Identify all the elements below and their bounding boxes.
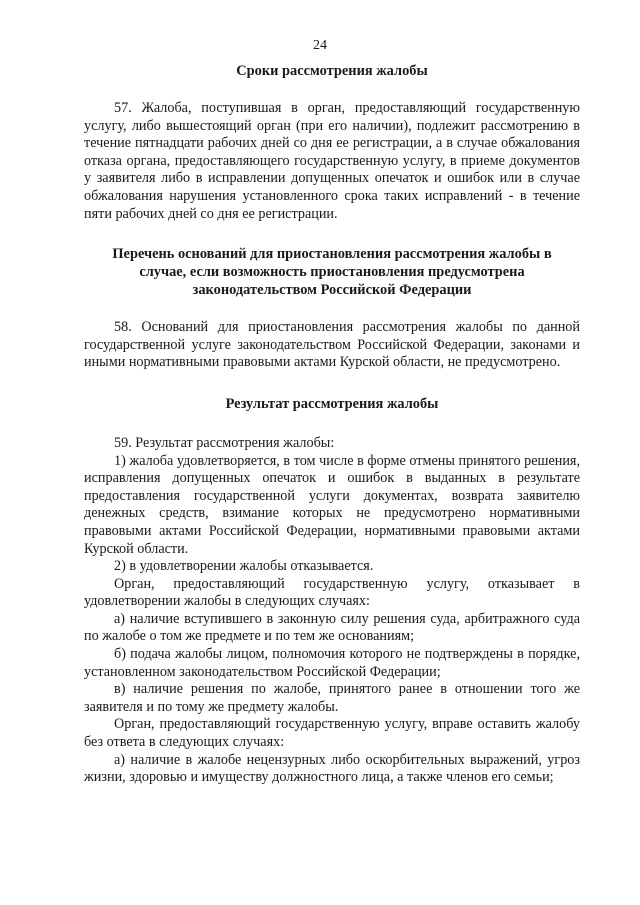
heading-suspension-line-1: Перечень оснований для приостановления рассмотрения жалобы в xyxy=(112,246,552,263)
paragraph-58: 58. Оснований для приостановления рассмотрения жалобы по данной государственной услуге законодательством Российской Федерации, законами и иными нормативными правовыми актами Курской области, не предусмотрено. xyxy=(84,319,580,371)
heading-suspension-line-3: законодательством Российской Федерации xyxy=(192,282,472,299)
paragraph-59: 59. Результат рассмотрения жалобы: xyxy=(114,434,335,451)
refusal-case-c: в) наличие решения по жалобе, принятого ранее в отношении того же заявителя и по тому же предмету жалобы. xyxy=(84,681,580,715)
result-item-1: 1) жалоба удовлетворяется, в том числе в форме отмены принятого решения, исправления допущенных опечаток и ошибок в выданных в результате предоставления государственной услуги документах, возврата заявителю денежных средств, взимание которых не предусмотрено нормативными правовыми актами Российской Федерации, нормативными правовыми актами Курской области. xyxy=(84,452,580,557)
refusal-intro: Орган, предоставляющий государственную услугу, отказывает в удовлетворении жалобы в следующих случаях: xyxy=(84,575,580,610)
refusal-case-b: б) подача жалобы лицом, полномочия которого не подтверждены в порядке, установленном законодательством Российской Федерации; xyxy=(84,646,580,680)
no-reply-intro: Орган, предоставляющий государственную услугу, вправе оставить жалобу без ответа в следующих случаях: xyxy=(84,716,580,751)
heading-suspension-grounds xyxy=(84,245,580,299)
heading-review-result: Результат рассмотрения жалобы xyxy=(225,395,439,412)
document-body xyxy=(84,62,580,787)
no-reply-case-a: а) наличие в жалобе нецензурных либо оскорбительных выражений, угроз жизни, здоровью и имуществу должностного лица, а также членов его семьи; xyxy=(84,751,580,786)
paragraph-57: 57. Жалоба, поступившая в орган, предоставляющий государственную услугу, либо вышестоящий орган (при его наличии), подлежит рассмотрению в течение пятнадцати рабочих дней со дня ее регистрации, а в случае обжалования отказа органа, предоставляющего государственную услугу, в приеме документов у заявителя либо в исправлении допущенных опечаток и ошибок или в случае обжалования нарушения установленного срока таких исправлений - в течение пяти рабочих дней со дня ее регистрации. xyxy=(84,100,580,222)
result-item-2: 2) в удовлетворении жалобы отказывается. xyxy=(114,558,374,575)
heading-review-period: Сроки рассмотрения жалобы xyxy=(236,63,428,79)
heading-suspension-line-2: случае, если возможность приостановления предусмотрена xyxy=(139,264,525,281)
refusal-case-a: а) наличие вступившего в законную силу решения суда, арбитражного суда по жалобе о том же предмете и по тем же основаниям; xyxy=(84,610,580,645)
page-number: 24 xyxy=(313,38,327,53)
